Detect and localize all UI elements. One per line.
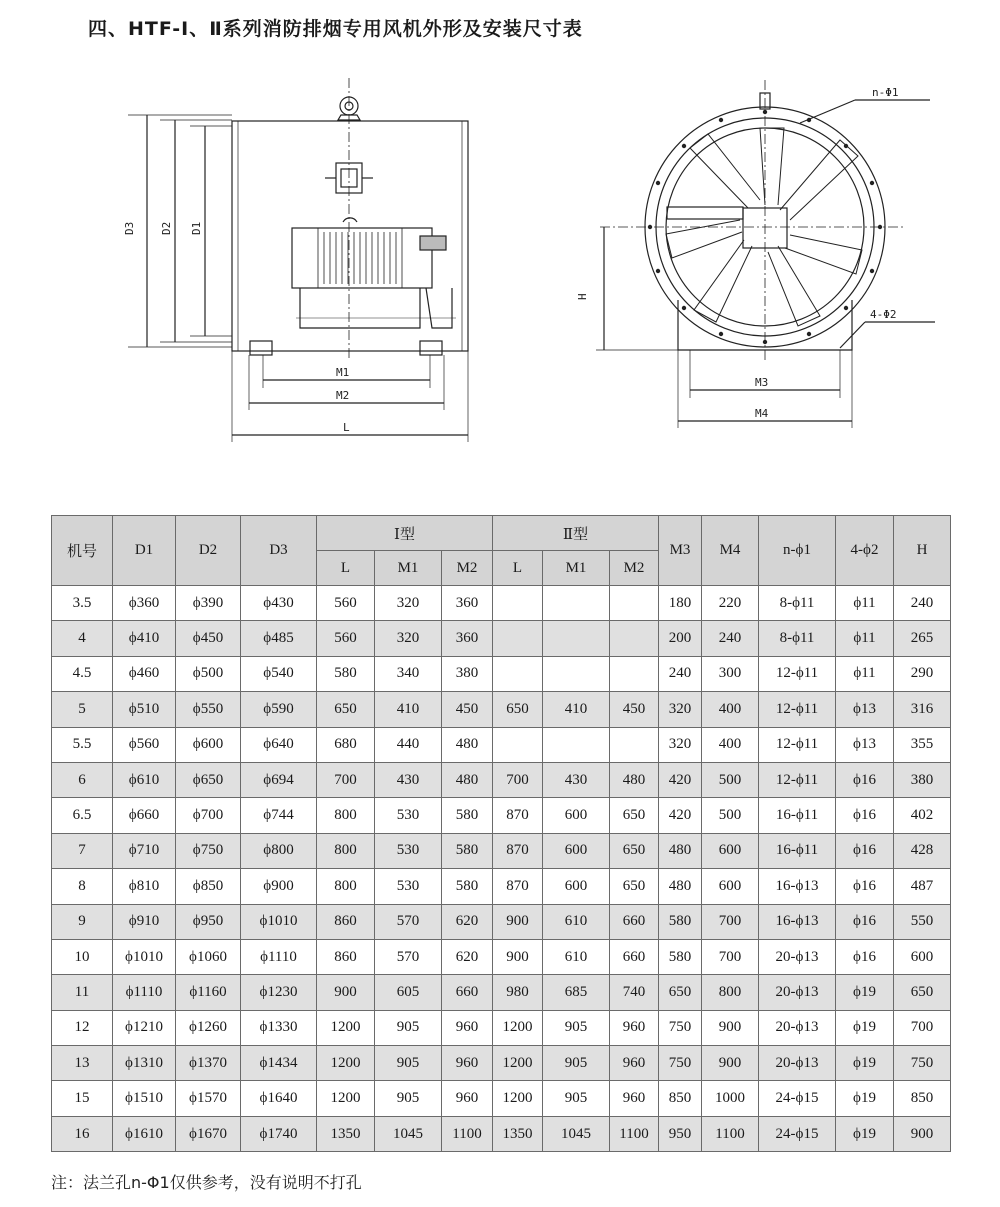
table-cell-m2b xyxy=(610,586,659,621)
table-cell-model: 10 xyxy=(52,939,113,974)
table-cell-m1b: 410 xyxy=(543,692,610,727)
table-cell-d1: ϕ410 xyxy=(113,621,176,656)
table-cell-p2: ϕ16 xyxy=(836,762,894,797)
table-cell-d1: ϕ1210 xyxy=(113,1010,176,1045)
table-cell-l2: 700 xyxy=(493,762,543,797)
table-cell-n: 12-ϕ11 xyxy=(759,692,836,727)
table-cell-l2 xyxy=(493,586,543,621)
table-cell-model: 5.5 xyxy=(52,727,113,762)
table-cell-d2: ϕ450 xyxy=(176,621,241,656)
table-cell-l2: 1200 xyxy=(493,1010,543,1045)
table-cell-l1: 800 xyxy=(317,833,375,868)
table-cell-m1a: 530 xyxy=(375,869,442,904)
table-cell-m3: 580 xyxy=(659,904,702,939)
table-cell-d3: ϕ744 xyxy=(241,798,317,833)
table-cell-l2: 870 xyxy=(493,798,543,833)
table-cell-m1b: 600 xyxy=(543,798,610,833)
table-cell-m1b: 430 xyxy=(543,762,610,797)
table-cell-m4: 400 xyxy=(702,692,759,727)
table-row xyxy=(52,1116,951,1151)
table-cell-d3: ϕ1330 xyxy=(241,1010,317,1045)
table-cell-m4: 700 xyxy=(702,939,759,974)
table-cell-m2a: 360 xyxy=(442,621,493,656)
table-cell-l1: 800 xyxy=(317,869,375,904)
table-row xyxy=(52,904,951,939)
table-row xyxy=(52,656,951,691)
table-cell-model: 13 xyxy=(52,1046,113,1081)
table-cell-m1b: 685 xyxy=(543,975,610,1010)
table-cell-m3: 480 xyxy=(659,833,702,868)
table-cell-m4: 800 xyxy=(702,975,759,1010)
table-cell-l2: 900 xyxy=(493,939,543,974)
table-cell-p2: ϕ19 xyxy=(836,1046,894,1081)
table-cell-d3: ϕ1434 xyxy=(241,1046,317,1081)
table-cell-m4: 900 xyxy=(702,1010,759,1045)
table-row xyxy=(52,1081,951,1116)
table-cell-model: 6 xyxy=(52,762,113,797)
table-cell-h: 402 xyxy=(894,798,951,833)
table-row xyxy=(52,939,951,974)
table-cell-h: 355 xyxy=(894,727,951,762)
table-cell-m2b: 650 xyxy=(610,869,659,904)
table-cell-m1b: 600 xyxy=(543,869,610,904)
table-cell-m1b xyxy=(543,586,610,621)
header-type2-m1: M1 xyxy=(543,551,610,586)
table-cell-model: 16 xyxy=(52,1116,113,1151)
table-cell-l2: 1350 xyxy=(493,1116,543,1151)
table-cell-d2: ϕ850 xyxy=(176,869,241,904)
table-cell-m1a: 410 xyxy=(375,692,442,727)
table-cell-l2: 650 xyxy=(493,692,543,727)
table-cell-n: 24-ϕ15 xyxy=(759,1081,836,1116)
table-cell-p2: ϕ16 xyxy=(836,869,894,904)
table-cell-m1b xyxy=(543,621,610,656)
table-cell-m2a: 480 xyxy=(442,727,493,762)
label-h: H xyxy=(576,293,589,300)
table-cell-n: 20-ϕ13 xyxy=(759,1010,836,1045)
table-cell-m4: 600 xyxy=(702,833,759,868)
table-cell-n: 16-ϕ13 xyxy=(759,869,836,904)
table-cell-d2: ϕ600 xyxy=(176,727,241,762)
table-cell-l1: 580 xyxy=(317,656,375,691)
table-cell-l2: 870 xyxy=(493,833,543,868)
table-cell-n: 16-ϕ11 xyxy=(759,833,836,868)
table-row xyxy=(52,727,951,762)
table-cell-l2: 1200 xyxy=(493,1046,543,1081)
table-cell-l1: 900 xyxy=(317,975,375,1010)
header-4-phi2: 4-ϕ2 xyxy=(836,516,894,586)
table-cell-m2b: 960 xyxy=(610,1081,659,1116)
table-cell-m1a: 320 xyxy=(375,586,442,621)
table-cell-l2 xyxy=(493,656,543,691)
table-cell-m2b xyxy=(610,727,659,762)
table-cell-p2: ϕ11 xyxy=(836,586,894,621)
table-cell-d2: ϕ1260 xyxy=(176,1010,241,1045)
table-cell-m4: 400 xyxy=(702,727,759,762)
table-cell-m4: 300 xyxy=(702,656,759,691)
table-cell-d3: ϕ640 xyxy=(241,727,317,762)
table-cell-h: 487 xyxy=(894,869,951,904)
table-cell-m2b: 660 xyxy=(610,939,659,974)
label-m4: M4 xyxy=(755,407,769,420)
table-cell-n: 12-ϕ11 xyxy=(759,762,836,797)
table-cell-model: 15 xyxy=(52,1081,113,1116)
table-cell-m1a: 905 xyxy=(375,1010,442,1045)
table-cell-m2a: 960 xyxy=(442,1046,493,1081)
label-d2: D2 xyxy=(160,221,173,235)
table-cell-m2a: 480 xyxy=(442,762,493,797)
table-cell-h: 316 xyxy=(894,692,951,727)
label-d1: D1 xyxy=(190,221,203,235)
table-cell-d3: ϕ430 xyxy=(241,586,317,621)
table-cell-d1: ϕ610 xyxy=(113,762,176,797)
table-cell-n: 8-ϕ11 xyxy=(759,586,836,621)
table-cell-m1b xyxy=(543,727,610,762)
table-cell-l1: 560 xyxy=(317,621,375,656)
table-cell-m3: 750 xyxy=(659,1046,702,1081)
table-cell-d2: ϕ1670 xyxy=(176,1116,241,1151)
table-cell-p2: ϕ16 xyxy=(836,833,894,868)
table-cell-m1a: 320 xyxy=(375,621,442,656)
table-row xyxy=(52,833,951,868)
table-cell-d2: ϕ500 xyxy=(176,656,241,691)
table-row xyxy=(52,975,951,1010)
label-m1: M1 xyxy=(336,366,350,379)
table-cell-m2a: 580 xyxy=(442,798,493,833)
table-cell-d3: ϕ694 xyxy=(241,762,317,797)
table-cell-h: 850 xyxy=(894,1081,951,1116)
table-cell-n: 20-ϕ13 xyxy=(759,1046,836,1081)
table-cell-model: 5 xyxy=(52,692,113,727)
table-cell-d1: ϕ1010 xyxy=(113,939,176,974)
table-cell-h: 650 xyxy=(894,975,951,1010)
table-cell-p2: ϕ11 xyxy=(836,621,894,656)
table-cell-p2: ϕ19 xyxy=(836,1010,894,1045)
table-cell-d2: ϕ700 xyxy=(176,798,241,833)
table-cell-p2: ϕ13 xyxy=(836,727,894,762)
table-cell-h: 550 xyxy=(894,904,951,939)
header-d1: D1 xyxy=(113,516,176,586)
header-type1-l: L xyxy=(317,551,375,586)
table-cell-n: 20-ϕ13 xyxy=(759,975,836,1010)
table-cell-d3: ϕ1230 xyxy=(241,975,317,1010)
label-4-phi2: 4-Φ2 xyxy=(870,308,897,321)
table-cell-l2 xyxy=(493,621,543,656)
table-row xyxy=(52,586,951,621)
table-cell-m2b: 660 xyxy=(610,904,659,939)
table-cell-d2: ϕ1370 xyxy=(176,1046,241,1081)
table-cell-h: 380 xyxy=(894,762,951,797)
table-cell-model: 11 xyxy=(52,975,113,1010)
table-cell-d1: ϕ810 xyxy=(113,869,176,904)
table-cell-m2a: 660 xyxy=(442,975,493,1010)
table-cell-m4: 900 xyxy=(702,1046,759,1081)
table-cell-model: 12 xyxy=(52,1010,113,1045)
fan-outline-drawing xyxy=(0,60,1000,450)
table-cell-model: 6.5 xyxy=(52,798,113,833)
table-cell-m2a: 580 xyxy=(442,869,493,904)
table-row xyxy=(52,762,951,797)
table-cell-n: 16-ϕ13 xyxy=(759,904,836,939)
label-m3: M3 xyxy=(755,376,769,389)
table-cell-h: 290 xyxy=(894,656,951,691)
table-cell-l1: 1200 xyxy=(317,1010,375,1045)
table-cell-m2a: 960 xyxy=(442,1010,493,1045)
header-m4: M4 xyxy=(702,516,759,586)
table-cell-d2: ϕ390 xyxy=(176,586,241,621)
footnote: 注：法兰孔n-Φ1仅供参考，没有说明不打孔 xyxy=(51,1173,362,1192)
table-cell-l1: 650 xyxy=(317,692,375,727)
table-cell-l1: 700 xyxy=(317,762,375,797)
table-cell-m1b: 1045 xyxy=(543,1116,610,1151)
table-cell-l1: 1350 xyxy=(317,1116,375,1151)
table-cell-m1a: 1045 xyxy=(375,1116,442,1151)
table-cell-model: 7 xyxy=(52,833,113,868)
table-cell-d1: ϕ1110 xyxy=(113,975,176,1010)
table-cell-l1: 860 xyxy=(317,939,375,974)
table-cell-h: 700 xyxy=(894,1010,951,1045)
table-cell-m1a: 905 xyxy=(375,1046,442,1081)
header-type1-m2: M2 xyxy=(442,551,493,586)
header-d2: D2 xyxy=(176,516,241,586)
table-cell-m1b: 610 xyxy=(543,904,610,939)
table-cell-d3: ϕ590 xyxy=(241,692,317,727)
table-cell-p2: ϕ11 xyxy=(836,656,894,691)
header-d3: D3 xyxy=(241,516,317,586)
table-cell-m1b: 610 xyxy=(543,939,610,974)
table-cell-l1: 1200 xyxy=(317,1081,375,1116)
table-cell-d1: ϕ560 xyxy=(113,727,176,762)
table-cell-m2a: 380 xyxy=(442,656,493,691)
table-cell-d3: ϕ1740 xyxy=(241,1116,317,1151)
table-cell-n: 20-ϕ13 xyxy=(759,939,836,974)
table-cell-p2: ϕ19 xyxy=(836,1081,894,1116)
table-cell-m2b xyxy=(610,656,659,691)
table-cell-d1: ϕ1310 xyxy=(113,1046,176,1081)
table-cell-m3: 480 xyxy=(659,869,702,904)
table-cell-m4: 500 xyxy=(702,798,759,833)
table-cell-model: 4 xyxy=(52,621,113,656)
table-cell-h: 600 xyxy=(894,939,951,974)
table-cell-p2: ϕ13 xyxy=(836,692,894,727)
header-type1: Ⅰ型 xyxy=(317,516,493,551)
table-cell-m4: 1000 xyxy=(702,1081,759,1116)
table-cell-m4: 240 xyxy=(702,621,759,656)
table-cell-m3: 240 xyxy=(659,656,702,691)
table-cell-l2: 980 xyxy=(493,975,543,1010)
table-cell-m3: 580 xyxy=(659,939,702,974)
table-cell-p2: ϕ16 xyxy=(836,904,894,939)
table-cell-m1b: 905 xyxy=(543,1010,610,1045)
table-cell-m1a: 570 xyxy=(375,939,442,974)
table-row xyxy=(52,1046,951,1081)
table-cell-d1: ϕ910 xyxy=(113,904,176,939)
dimension-table xyxy=(51,515,951,1152)
table-cell-d3: ϕ485 xyxy=(241,621,317,656)
table-cell-l1: 560 xyxy=(317,586,375,621)
table-cell-p2: ϕ16 xyxy=(836,939,894,974)
header-h: H xyxy=(894,516,951,586)
table-body xyxy=(52,586,951,1152)
table-cell-m2b: 650 xyxy=(610,833,659,868)
table-cell-m1a: 340 xyxy=(375,656,442,691)
table-cell-m2b: 960 xyxy=(610,1046,659,1081)
header-type2-l: L xyxy=(493,551,543,586)
table-cell-d1: ϕ710 xyxy=(113,833,176,868)
table-cell-d2: ϕ550 xyxy=(176,692,241,727)
table-cell-m4: 700 xyxy=(702,904,759,939)
table-cell-m1a: 905 xyxy=(375,1081,442,1116)
table-cell-d3: ϕ1110 xyxy=(241,939,317,974)
table-cell-m1b: 600 xyxy=(543,833,610,868)
table-cell-h: 265 xyxy=(894,621,951,656)
table-cell-d2: ϕ1570 xyxy=(176,1081,241,1116)
table-cell-m2b xyxy=(610,621,659,656)
table-cell-m2a: 360 xyxy=(442,586,493,621)
table-row xyxy=(52,869,951,904)
table-cell-m2b: 480 xyxy=(610,762,659,797)
table-cell-h: 750 xyxy=(894,1046,951,1081)
table-cell-n: 24-ϕ15 xyxy=(759,1116,836,1151)
table-cell-l2: 870 xyxy=(493,869,543,904)
table-cell-l2 xyxy=(493,727,543,762)
table-cell-h: 240 xyxy=(894,586,951,621)
table-cell-d1: ϕ1510 xyxy=(113,1081,176,1116)
table-cell-d1: ϕ1610 xyxy=(113,1116,176,1151)
table-cell-d3: ϕ900 xyxy=(241,869,317,904)
label-m2: M2 xyxy=(336,389,350,402)
table-cell-d3: ϕ1010 xyxy=(241,904,317,939)
table-cell-m3: 420 xyxy=(659,798,702,833)
header-m3: M3 xyxy=(659,516,702,586)
table-cell-d3: ϕ800 xyxy=(241,833,317,868)
table-cell-n: 8-ϕ11 xyxy=(759,621,836,656)
table-cell-d2: ϕ950 xyxy=(176,904,241,939)
table-cell-m2b: 1100 xyxy=(610,1116,659,1151)
table-cell-m4: 600 xyxy=(702,869,759,904)
table-row xyxy=(52,798,951,833)
header-n-phi1: n-ϕ1 xyxy=(759,516,836,586)
table-cell-l1: 1200 xyxy=(317,1046,375,1081)
table-cell-m4: 220 xyxy=(702,586,759,621)
table-cell-l2: 1200 xyxy=(493,1081,543,1116)
table-cell-model: 8 xyxy=(52,869,113,904)
table-cell-m2b: 450 xyxy=(610,692,659,727)
header-model: 机号 xyxy=(52,516,113,586)
table-cell-m3: 750 xyxy=(659,1010,702,1045)
table-cell-model: 3.5 xyxy=(52,586,113,621)
table-cell-n: 12-ϕ11 xyxy=(759,656,836,691)
table-cell-p2: ϕ19 xyxy=(836,1116,894,1151)
table-cell-l1: 800 xyxy=(317,798,375,833)
header-type2-m2: M2 xyxy=(610,551,659,586)
table-cell-h: 428 xyxy=(894,833,951,868)
table-cell-m1b xyxy=(543,656,610,691)
label-n-phi1: n-Φ1 xyxy=(872,86,899,99)
table-cell-m1b: 905 xyxy=(543,1046,610,1081)
table-cell-m2a: 1100 xyxy=(442,1116,493,1151)
table-cell-m3: 420 xyxy=(659,762,702,797)
label-l: L xyxy=(343,421,350,434)
table-cell-d2: ϕ750 xyxy=(176,833,241,868)
table-cell-m3: 180 xyxy=(659,586,702,621)
table-cell-m1a: 605 xyxy=(375,975,442,1010)
table-row xyxy=(52,621,951,656)
table-cell-m3: 650 xyxy=(659,975,702,1010)
table-cell-d2: ϕ1060 xyxy=(176,939,241,974)
table-cell-m2a: 620 xyxy=(442,939,493,974)
table-cell-d1: ϕ660 xyxy=(113,798,176,833)
table-row xyxy=(52,1010,951,1045)
table-cell-l1: 680 xyxy=(317,727,375,762)
table-cell-h: 900 xyxy=(894,1116,951,1151)
table-cell-d1: ϕ360 xyxy=(113,586,176,621)
table-cell-l1: 860 xyxy=(317,904,375,939)
table-cell-m1a: 530 xyxy=(375,798,442,833)
table-cell-l2: 900 xyxy=(493,904,543,939)
table-cell-m3: 200 xyxy=(659,621,702,656)
table-cell-p2: ϕ19 xyxy=(836,975,894,1010)
table-cell-m1a: 430 xyxy=(375,762,442,797)
table-cell-d1: ϕ460 xyxy=(113,656,176,691)
table-cell-m3: 850 xyxy=(659,1081,702,1116)
table-cell-m1a: 440 xyxy=(375,727,442,762)
table-cell-model: 9 xyxy=(52,904,113,939)
table-cell-m4: 500 xyxy=(702,762,759,797)
header-type1-m1: M1 xyxy=(375,551,442,586)
table-cell-d1: ϕ510 xyxy=(113,692,176,727)
table-cell-m3: 950 xyxy=(659,1116,702,1151)
table-cell-m2a: 960 xyxy=(442,1081,493,1116)
table-cell-d3: ϕ1640 xyxy=(241,1081,317,1116)
table-cell-m4: 1100 xyxy=(702,1116,759,1151)
table-cell-m1a: 530 xyxy=(375,833,442,868)
table-cell-m2b: 650 xyxy=(610,798,659,833)
table-cell-n: 16-ϕ11 xyxy=(759,798,836,833)
table-cell-m3: 320 xyxy=(659,692,702,727)
table-cell-m2a: 580 xyxy=(442,833,493,868)
table-cell-d2: ϕ650 xyxy=(176,762,241,797)
table-cell-model: 4.5 xyxy=(52,656,113,691)
table-cell-m2a: 450 xyxy=(442,692,493,727)
table-cell-m1a: 570 xyxy=(375,904,442,939)
label-d3: D3 xyxy=(123,221,136,235)
table-cell-m2b: 960 xyxy=(610,1010,659,1045)
table-cell-m3: 320 xyxy=(659,727,702,762)
table-cell-m2b: 740 xyxy=(610,975,659,1010)
header-type2: Ⅱ型 xyxy=(493,516,659,551)
table-cell-n: 12-ϕ11 xyxy=(759,727,836,762)
table-cell-d2: ϕ1160 xyxy=(176,975,241,1010)
table-cell-m2a: 620 xyxy=(442,904,493,939)
table-cell-d3: ϕ540 xyxy=(241,656,317,691)
table-cell-m1b: 905 xyxy=(543,1081,610,1116)
table-row xyxy=(52,692,951,727)
page-title: 四、HTF-Ⅰ、Ⅱ系列消防排烟专用风机外形及安装尺寸表 xyxy=(88,18,583,40)
table-cell-p2: ϕ16 xyxy=(836,798,894,833)
